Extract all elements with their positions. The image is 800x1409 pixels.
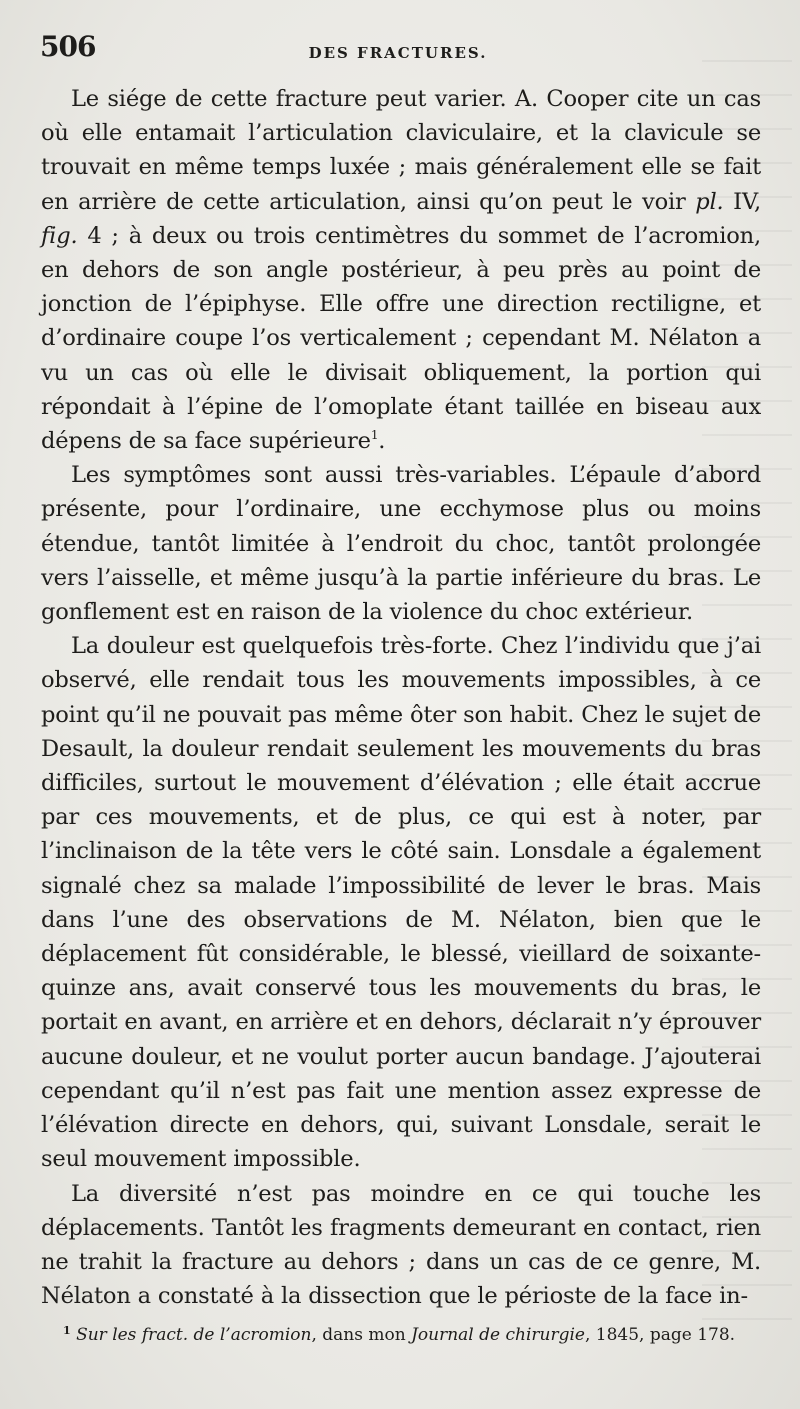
text-run: La diversité n’est pas moindre en ce qui touche les déplacements. Tantôt les fragments demeurant en contact, rien ne trahit la fracture au dehors ; dans un cas de ce genre, M. Nélaton a constaté à la dissection que le périoste de la face in- bbox=[41, 1180, 761, 1310]
text-run: 4 ; à deux ou trois centimètres du sommet de l’acromion, en dehors de son angle postérieur, à peu près au point de jonction de l’épiphyse. Elle offre une direction rectiligne, et d’ordinaire coupe l’os verticalement ; cependant M. Nélaton a vu un cas où elle le divisait obliquement, la portion qui répondait à l’épine de l’omoplate étant taillée en biseau aux dépens de sa face supérieure bbox=[41, 222, 761, 455]
text-run: Le siége de cette fracture peut varier. A. Cooper cite un cas où elle entamait l’articulation claviculaire, et la clavicule se trouvait en même temps luxée ; mais généralement elle se fait en arrière de cette articulation, ainsi qu’on peut le voir bbox=[41, 86, 761, 215]
italic-text: Sur les fract. de l’acromion bbox=[76, 1325, 312, 1345]
footnote-reference: 1 bbox=[370, 428, 379, 443]
text-run: Les symptômes sont aussi très-variables. L’épaule d’abord présente, pour l’ordinaire, une ecchymose plus ou moins étendue, tantôt limitée à l’endroit du choc, tantôt prolongée vers l’aisselle, et même jusqu’à la partie inférieure du bras. Le gonflement est en raison de la violence du choc extérieur. bbox=[41, 462, 761, 626]
text-run: IV, bbox=[723, 188, 761, 215]
footnote-mark: 1 bbox=[63, 1324, 71, 1337]
body-text bbox=[41, 82, 761, 1313]
text-run: , dans mon bbox=[311, 1325, 412, 1345]
italic-text: Journal de chirurgie bbox=[411, 1325, 585, 1345]
footnote bbox=[41, 1322, 761, 1348]
text-run: . bbox=[378, 428, 386, 455]
paragraph bbox=[41, 629, 761, 1176]
italic-text: pl. bbox=[695, 188, 724, 215]
text-run: , 1845, page 178. bbox=[584, 1325, 736, 1345]
paragraph bbox=[41, 82, 761, 458]
paragraph bbox=[41, 458, 761, 629]
running-head: DES FRACTURES. bbox=[308, 44, 488, 62]
paragraph bbox=[41, 1177, 761, 1314]
footnotes bbox=[41, 1322, 761, 1348]
italic-text: fig. bbox=[41, 222, 78, 249]
page-number: 506 bbox=[40, 30, 96, 63]
text-run: La douleur est quelquefois très-forte. Chez l’individu que j’ai observé, elle rendait tous les mouvements impossibles, à ce point qu’il ne pouvait pas même ôter son habit. Chez le sujet de Desault, la douleur rendait seulement les mouvements du bras difficiles, surtout le mouvement d’élévation ; elle était accrue par ces mouvements, et de plus, ce qui est à noter, par l’inclinaison de la tête vers le côté sain. Lonsdale a également signalé chez sa malade l’impossibilité de lever le bras. Mais dans l’une des observations de M. Nélaton, bien que le déplacement fût considérable, le blessé, vieillard de soixante-quinze ans, avait conservé tous les mouvements du bras, le portait en avant, en arrière et en dehors, déclarait n’y éprouver aucune douleur, et ne voulut porter aucun bandage. J’ajouterai cependant qu’il n’est pas fait une mention assez expresse de l’élévation directe en dehors, qui, suivant Lonsdale, serait le seul mouvement impossible. bbox=[41, 633, 761, 1173]
page-header bbox=[38, 30, 758, 70]
